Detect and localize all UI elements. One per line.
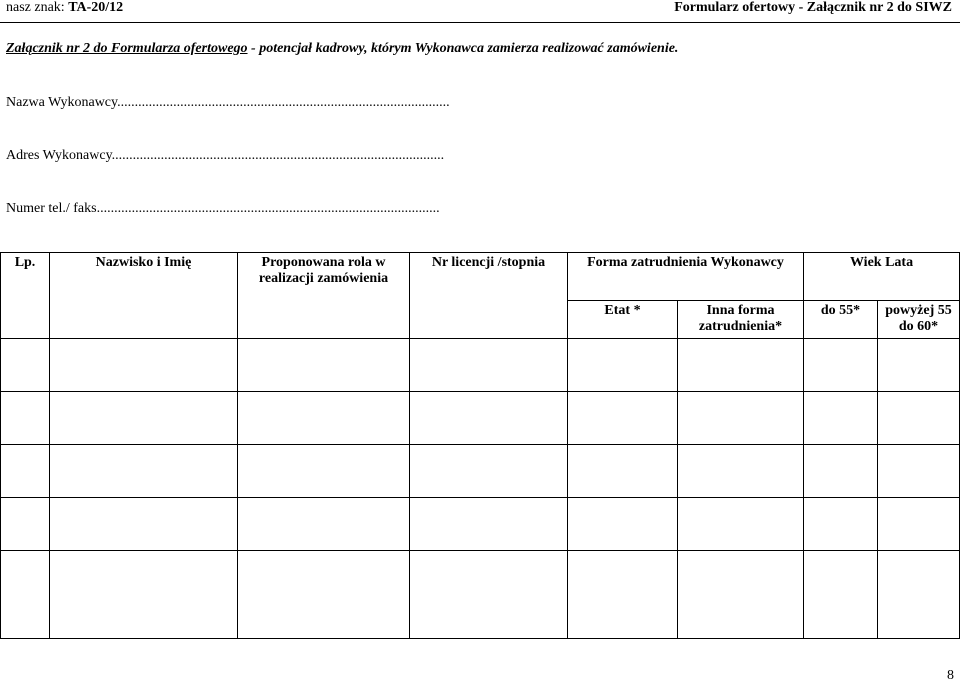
cell-name[interactable]	[50, 551, 238, 639]
table-row	[1, 551, 960, 639]
cell-name[interactable]	[50, 445, 238, 498]
cell-under55[interactable]	[804, 339, 878, 392]
cell-license[interactable]	[410, 445, 568, 498]
cell-etat[interactable]	[568, 498, 678, 551]
subheader-etat: Etat *	[568, 301, 678, 339]
cell-other[interactable]	[678, 445, 804, 498]
attachment-title-underlined: Załącznik nr 2 do Formularza ofertowego	[6, 41, 248, 56]
attachment-title	[6, 41, 678, 57]
cell-lp[interactable]	[1, 392, 50, 445]
cell-name[interactable]	[50, 392, 238, 445]
cell-role[interactable]	[238, 498, 410, 551]
cell-over55[interactable]	[878, 392, 960, 445]
cell-etat[interactable]	[568, 392, 678, 445]
cell-lp[interactable]	[1, 339, 50, 392]
header-employment: Forma zatrudnienia Wykonawcy	[568, 253, 804, 301]
cell-name[interactable]	[50, 339, 238, 392]
cell-under55[interactable]	[804, 392, 878, 445]
cell-lp[interactable]	[1, 551, 50, 639]
cell-license[interactable]	[410, 392, 568, 445]
cell-role[interactable]	[238, 339, 410, 392]
reference-label: nasz znak:	[6, 0, 69, 15]
table-row	[1, 498, 960, 551]
contractor-name-field: Nazwa Wykonawcy...............................................................................................	[6, 95, 450, 110]
cell-over55[interactable]	[878, 551, 960, 639]
cell-under55[interactable]	[804, 445, 878, 498]
cell-under55[interactable]	[804, 498, 878, 551]
cell-lp[interactable]	[1, 445, 50, 498]
table-row	[1, 392, 960, 445]
header-lp: Lp.	[1, 253, 50, 339]
header-role: Proponowana rola w realizacji zamówienia	[238, 253, 410, 339]
cell-license[interactable]	[410, 498, 568, 551]
reference-number	[6, 0, 123, 16]
cell-over55[interactable]	[878, 445, 960, 498]
cell-license[interactable]	[410, 339, 568, 392]
subheader-under55: do 55*	[804, 301, 878, 339]
document-header-title: Formularz ofertowy - Załącznik nr 2 do SIWZ	[674, 0, 952, 15]
cell-role[interactable]	[238, 551, 410, 639]
cell-other[interactable]	[678, 551, 804, 639]
cell-role[interactable]	[238, 392, 410, 445]
staff-table	[0, 252, 960, 639]
table-row	[1, 445, 960, 498]
header-license: Nr licencji /stopnia	[410, 253, 568, 339]
cell-name[interactable]	[50, 498, 238, 551]
cell-other[interactable]	[678, 339, 804, 392]
cell-etat[interactable]	[568, 445, 678, 498]
header-divider	[0, 22, 960, 23]
cell-over55[interactable]	[878, 498, 960, 551]
cell-under55[interactable]	[804, 551, 878, 639]
subheader-other: Inna forma zatrudnienia*	[678, 301, 804, 339]
cell-over55[interactable]	[878, 339, 960, 392]
table-header-row	[1, 253, 960, 301]
cell-other[interactable]	[678, 392, 804, 445]
cell-license[interactable]	[410, 551, 568, 639]
subheader-over55: powyżej 55 do 60*	[878, 301, 960, 339]
contractor-address-field: Adres Wykonawcy...............................................................................................	[6, 148, 445, 163]
cell-etat[interactable]	[568, 551, 678, 639]
cell-role[interactable]	[238, 445, 410, 498]
cell-etat[interactable]	[568, 339, 678, 392]
attachment-title-rest: - potencjał kadrowy, którym Wykonawca zamierza realizować zamówienie.	[247, 41, 679, 56]
header-age: Wiek Lata	[804, 253, 960, 301]
cell-lp[interactable]	[1, 498, 50, 551]
page-number: 8	[947, 668, 954, 683]
table-row	[1, 339, 960, 392]
cell-other[interactable]	[678, 498, 804, 551]
reference-value: TA-20/12	[68, 0, 124, 15]
header-name: Nazwisko i Imię	[50, 253, 238, 339]
contractor-phone-field: Numer tel./ faks..................................................................................................	[6, 201, 440, 216]
